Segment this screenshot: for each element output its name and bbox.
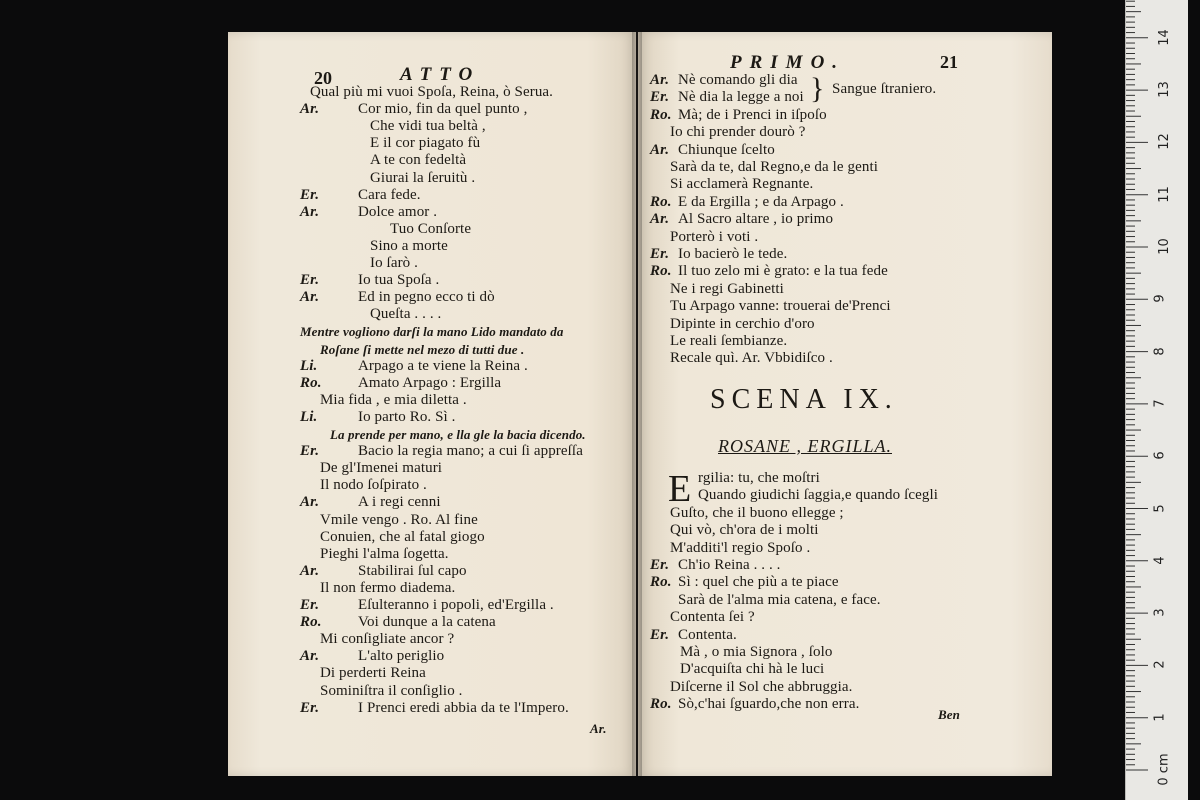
text-line: [300, 443, 583, 460]
line-text: Che vidi tua beltà ,: [370, 118, 486, 135]
line-text: Arpago a te viene la Reina .: [358, 357, 528, 374]
text-line: [300, 272, 439, 289]
line-text: Il non fermo diadema.: [320, 579, 456, 596]
line-text: A te con fedeltà: [370, 152, 467, 169]
text-line: [300, 700, 569, 717]
line-text: Cara fede.: [358, 186, 421, 203]
speaker-label: Er.: [300, 272, 320, 289]
ruler-number: 5: [1152, 503, 1168, 513]
line-text: Le reali ſembianze.: [670, 333, 788, 349]
line-text: D'acquiſta chi hà le luci: [680, 661, 825, 678]
text-line: [300, 341, 524, 359]
line-text: Qual più mi vuoi Spoſa, Reina, ò Serua.: [310, 84, 554, 100]
text-line: [300, 683, 463, 700]
speaker-label: Ro.: [300, 614, 322, 631]
text-line: [650, 176, 813, 193]
line-text: Il tuo zelo mi è grato: e la tua fede: [678, 263, 888, 280]
line-text: Al Sacro altare , io primo: [678, 211, 834, 228]
open-book: [228, 32, 1052, 776]
line-text: Di perderti Reina: [320, 665, 426, 682]
line-text: De gl'Imenei maturi: [320, 460, 443, 477]
line-text: L'alto periglio: [358, 648, 445, 665]
text-line: [650, 333, 787, 350]
line-text: Quando giudichi ſaggia,e quando ſcegli: [698, 487, 938, 504]
speaker-label: Ar.: [650, 141, 670, 158]
line-text: Io parto Ro. Sì .: [358, 408, 456, 425]
line-text: Roſane ſi mette nel mezo di tutti due .: [320, 341, 525, 357]
text-line: [650, 574, 839, 591]
speaker-label: Er.: [650, 89, 670, 106]
ruler-number: 12: [1156, 133, 1172, 151]
text-line: [300, 221, 471, 238]
line-text: Chiunque ſcelto: [678, 141, 775, 158]
speaker-label: Er.: [650, 246, 670, 262]
speaker-label: Er.: [300, 443, 320, 460]
speaker-label: Ar.: [300, 101, 320, 118]
line-text: Bacio la regia mano; a cui ſi appreſſa: [358, 443, 583, 460]
line-text: Mia fida , e mia diletta .: [320, 391, 467, 408]
line-text: Io tua Spoſa .: [358, 272, 440, 289]
text-line: [300, 409, 456, 426]
text-line: [650, 540, 810, 557]
speaker-label: Ar.: [650, 211, 670, 228]
speaker-label: Li.: [300, 408, 318, 425]
text-line: [300, 614, 496, 631]
text-line: [650, 229, 758, 246]
line-text: Mà; de i Prenci in iſpoſo: [678, 106, 827, 123]
line-text: Eſulteranno i popoli, ed'Ergilla .: [358, 597, 554, 613]
text-line: [300, 460, 442, 477]
speaker-label: Ro.: [650, 574, 672, 591]
line-text: Dolce amor .: [358, 203, 438, 220]
text-line: [300, 563, 467, 580]
text-line: [650, 609, 755, 626]
line-text: Sarà de l'alma mia catena, e face.: [678, 591, 881, 608]
line-text: Qui vò, ch'ora de i molti: [670, 522, 819, 539]
line-text: Io ſarò .: [370, 255, 418, 271]
text-line: [650, 679, 853, 696]
line-text: rgilia: tu, che moſtri: [698, 470, 820, 486]
line-text: Sì : quel che più a te piace: [678, 574, 839, 591]
text-line: [650, 263, 888, 280]
line-text: Sò,c'hai ſguardo,che non erra.: [678, 696, 860, 713]
ruler-number: 9: [1152, 294, 1168, 303]
line-text: Contenta.: [678, 626, 737, 643]
line-text: Ed in pegno ecco ti dò: [358, 289, 495, 306]
text-line: [300, 631, 454, 648]
text-line: [300, 238, 448, 255]
line-text: Queſta . . . .: [370, 306, 442, 323]
line-text: Tuo Conſorte: [390, 220, 472, 237]
running-header: PRIMO.: [730, 52, 846, 73]
text-line: [300, 289, 495, 306]
text-line: [650, 72, 798, 89]
ruler-number: 2: [1152, 660, 1168, 670]
text-line: [300, 118, 486, 135]
ruler-number: 3: [1152, 608, 1168, 617]
text-line: [300, 648, 444, 665]
line-text: Contenta ſei ?: [670, 609, 755, 626]
line-text: Conuien, che al fatal giogo: [320, 528, 485, 545]
speaker-label: Ro.: [650, 696, 672, 713]
ruler-number: 14: [1156, 29, 1172, 46]
catchword: Ben: [938, 707, 960, 722]
drop-cap: E: [668, 468, 692, 510]
speaker-label: Er.: [650, 557, 670, 573]
text-line: [650, 246, 787, 263]
text-line: [650, 470, 820, 487]
speaker-label: Ro.: [650, 193, 672, 210]
speaker-label: Ar.: [300, 289, 320, 306]
text-line: [650, 316, 815, 333]
line-text: A i regi cenni: [358, 494, 441, 511]
speaker-label: Er.: [300, 597, 320, 613]
line-text: Sino a morte: [370, 237, 448, 254]
text-line: [300, 426, 586, 444]
ruler-number: 11: [1156, 185, 1172, 203]
text-line: [300, 187, 421, 204]
text-line: [650, 487, 938, 504]
text-line: [650, 522, 819, 539]
text-line: [650, 194, 844, 211]
text-line: [650, 89, 804, 106]
text-line: [300, 323, 563, 341]
text-line: [300, 135, 480, 152]
text-line: [650, 124, 805, 141]
line-text: Io bacierò le tede.: [678, 246, 788, 262]
line-text: Nè dia la legge a noi: [678, 89, 804, 106]
line-text: Porterò i voti .: [670, 228, 759, 245]
text-line: [650, 142, 775, 159]
text-line: [300, 375, 501, 392]
text-line: [300, 358, 528, 375]
text-line: [300, 392, 467, 409]
page-number: 21: [940, 52, 958, 72]
line-text: I Prenci eredi abbia da te l'Impero.: [358, 699, 569, 716]
text-line: [650, 159, 878, 176]
text-line: [650, 281, 784, 298]
text-line: [300, 152, 466, 169]
ruler-number: 8: [1152, 346, 1168, 356]
brace-text: Sangue ſtraniero.: [832, 81, 937, 97]
line-text: Pieghi l'alma ſogetta.: [320, 545, 449, 562]
text-line: [300, 529, 485, 546]
text-line: [300, 204, 437, 221]
line-text: Mi conſigliate ancor ?: [320, 631, 455, 648]
line-text: Giurai la ſeruitù .: [370, 169, 476, 186]
text-line: [300, 546, 449, 563]
text-line: [650, 696, 859, 713]
ruler-number: 6: [1152, 451, 1168, 460]
text-line: [650, 592, 881, 609]
line-text: Ch'io Reina . . . .: [678, 557, 781, 573]
line-text: La prende per mano, e lla gle la bacia dicendo.: [330, 427, 586, 442]
speaker-label: Er.: [650, 626, 670, 643]
text-line: [650, 505, 844, 522]
left-page: [228, 32, 636, 776]
ruler-number: 4: [1152, 556, 1168, 565]
text-line: [300, 494, 441, 511]
measuring-ruler: [1125, 0, 1188, 800]
text-line: [300, 255, 418, 272]
ruler-number: 0 cm: [1156, 753, 1172, 786]
line-text: Tu Arpago vanne: trouerai de'Prenci: [670, 298, 891, 315]
text-line: [300, 665, 426, 682]
line-text: Il nodo ſoſpirato .: [320, 477, 427, 494]
line-text: Voi dunque a la catena: [358, 614, 496, 631]
line-text: M'additi'l regio Spoſo .: [670, 539, 811, 556]
ruler-number: 1: [1152, 713, 1168, 722]
text-line: [650, 644, 833, 661]
text-line: [650, 107, 827, 124]
text-line: [300, 597, 554, 614]
line-text: E il cor piagato fù: [370, 135, 481, 152]
line-text: Diſcerne il Sol che abbruggia.: [670, 678, 853, 695]
text-line: [300, 84, 553, 101]
speaker-label: Ro.: [650, 263, 672, 280]
text-line: [300, 477, 427, 494]
text-line: [300, 101, 527, 118]
speaker-label: Ar.: [300, 203, 320, 220]
text-line: [650, 298, 891, 315]
line-text: Mentre vogliono darſi la mano Lido mandato da: [300, 324, 564, 340]
line-text: Recale quì. Ar. Vbbidiſco .: [670, 350, 833, 367]
scene-title: SCENA IX.: [710, 384, 898, 415]
text-line: [300, 306, 441, 323]
line-text: Amato Arpago : Ergilla: [358, 374, 502, 391]
line-text: Sominiſtra il conſiglio .: [320, 682, 463, 699]
line-text: Si acclamerà Regnante.: [670, 176, 814, 193]
text-line: [650, 557, 781, 574]
speaker-label: Ar.: [300, 562, 320, 579]
scene-persons: ROSANE , ERGILLA.: [718, 436, 892, 456]
text-line: [650, 627, 737, 644]
gutter: [632, 32, 642, 776]
speaker-label: Er.: [300, 699, 320, 716]
text-line: [300, 512, 478, 529]
text-line: [650, 350, 833, 367]
ruler-number: 13: [1156, 81, 1172, 98]
line-text: Ne i regi Gabinetti: [670, 280, 784, 297]
text-line: [300, 580, 455, 597]
running-header: ATTO: [400, 64, 481, 85]
speaker-label: Ro.: [300, 374, 322, 391]
speaker-label: Ro.: [650, 106, 672, 123]
line-text: Io chi prender dourò ?: [670, 124, 806, 141]
line-text: Mà , o mia Signora , ſolo: [680, 644, 833, 660]
right-page: [638, 32, 1052, 776]
page-number: 20: [314, 68, 332, 88]
text-line: [650, 211, 833, 228]
speaker-label: Ar.: [300, 648, 320, 665]
speaker-label: Ar.: [650, 72, 670, 88]
line-text: Guſto, che il buono ellegge ;: [670, 504, 844, 521]
text-line: [650, 661, 824, 678]
ruler-number: 10: [1156, 238, 1172, 255]
ruler-number: 7: [1152, 399, 1168, 408]
line-text: Vmile vengo . Ro. Al fine: [320, 511, 478, 528]
line-text: Sarà da te, dal Regno,e da le genti: [670, 159, 879, 175]
speaker-label: Ar.: [300, 494, 320, 511]
line-text: Cor mio, fin da quel punto ,: [358, 101, 528, 118]
line-text: Nè comando gli dia: [678, 72, 798, 88]
speaker-label: Er.: [300, 186, 320, 203]
speaker-label: Li.: [300, 357, 318, 374]
line-text: Dipinte in cerchio d'oro: [670, 315, 815, 332]
catchword: Ar.: [590, 721, 607, 736]
brace-mark: }: [810, 72, 825, 105]
line-text: Stabilirai ſul capo: [358, 562, 467, 579]
line-text: E da Ergilla ; e da Arpago .: [678, 193, 844, 210]
text-line: [300, 170, 475, 187]
